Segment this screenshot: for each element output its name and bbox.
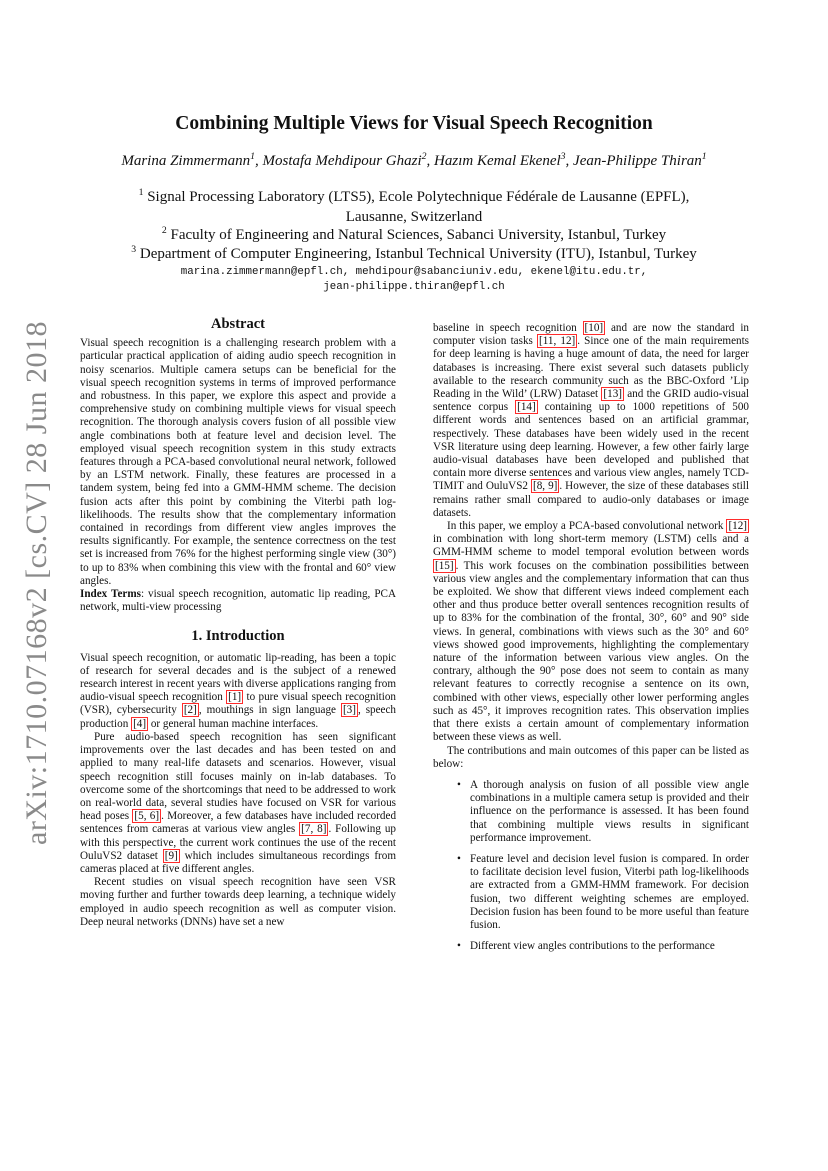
citation-link[interactable]: [10] [584, 322, 604, 334]
intro-paragraph-1: Visual speech recognition, or automatic lip-reading, has been a topic of research for several decades and is the subject of a renewed research interest in recent years with diverse applications ranging from audio-visual speech recognition [1] to pure visual speech recognition (VSR), cybersecurity [2] , mouthings in sign language [3] , speech production [4] or general human machine interfaces. [80, 651, 396, 730]
list-item: • Different view angles contributions to the performance [433, 940, 749, 953]
affiliation-2: $^2$ Faculty of Engineering and Natural Sciences, Sabanci University, Istanbul, Turkey [161, 225, 667, 243]
list-item: • Feature level and decision level fusion is compared. In order to facilitate decision level fusion, Viterbi path log-likelihoods are extracted from a GMM-HMM framework. For decision fusion, two different weighting schemes are employed. Decision fusion has been found to be more useful than feature fusion. [433, 853, 749, 932]
affiliation-3: $^3$ Department of Computer Engineering, Istanbul Technical University (ITU), Istanbul, Turkey [131, 244, 697, 262]
intro-paragraph-4: In this paper, we employ a PCA-based convolutional network [12] in combination with long short-term memory (LSTM) cells and a GMM-HMM scheme to model temporal evolution between words [15] . This work focuses on the combination possibilities between various view angles and the complementary information that can thus be exploited. We show that different views indeed complement each other and thus produce better overall sentences recognition results of up to 83% for the combination of the frontal, 30°, 60° and 90° side views. In general, combinations with views such as the 30° and 60° views showed good improvements, highlighting the complementary nature of the information between various view angles. On the contrary, although the 90° pose does not seem to contain as many relevant features to correctly recognise a sentence on its own, combined with other views, especially other lower performing angles such as 45°, it improves recognition rates. This observation implies that there exists a certain amount of complementary information between these views as well. [433, 520, 749, 744]
intro-paragraph-2: Pure audio-based speech recognition has seen significant improvements over the last decades and has been tested on and applied to many real-life datasets and scenarios. However, visual speech recognition still focuses mainly on in-lab databases. To overcome some of the shortcomings that need to be addressed to work on real-world data, several studies have focused on VSR for various head poses [5, 6] . Moreover, a few databases have included recorded sentences from cameras at various view angles [7, 8] . Following up with this perspective, the current work continues the use of the recent OuluVS2 dataset [9] which includes simultaneous recordings from cameras placed at five different angles. [80, 730, 397, 875]
left-column [80, 318, 396, 929]
citation-link[interactable]: [4] [133, 717, 147, 730]
citation-link[interactable]: [7, 8] [301, 823, 327, 836]
author-name: Hazım Kemal Ekenel [434, 153, 561, 169]
author-name: Mostafa Mehdipour Ghazi [262, 153, 422, 169]
citation-link[interactable]: [15] [435, 559, 454, 572]
list-item: • A thorough analysis on fusion of all possible view angle combinations in a multiple camera setup is provided and their influence on the performance is assessed. It has been found that combining multiple views results in significant performance improvement. [433, 779, 749, 845]
introduction-heading: 1. Introduction [191, 628, 285, 645]
citation-link[interactable]: [11, 12] [539, 335, 576, 348]
author-emails: marina.zimmermann@epfl.ch, mehdipour@sabanciuniv.edu, ekenel@itu.edu.tr, jean-philippe.thiran@epfl.ch [180, 266, 648, 293]
paper-page: arXiv:1710.07168v2 [cs.CV] 28 Jun 2018 Combining Multiple Views for Visual Speech Recognition Marina Zimmermann$^1$, Mostafa Mehdipour Ghazi$^2$, Hazım Kemal Ekenel$^3$, Jean-Philippe Thiran$^1$ $^1$ Signal Processing Laboratory (LTS5), Ecole Polytechnique Fédérale de Lausanne (EPFL), Lausanne, Switzerland $^2$ Faculty of Engineering and Natural Sciences, Sabanci University, Istanbul, Turkey $^3$ Department of Computer Engineering, Istanbul Technical University (ITU), Istanbul, Turkey marina.zimmermann@epfl.ch, mehdipour@sabanciuniv.edu, ekenel@itu.edu.tr, jean-philippe.thiran@epfl.ch Abstract Visual speech recognition is a challenging research problem with a particular practical application of aiding audio speech recognition in noisy scenarios. Multiple camera setups can be beneficial for the visual speech recognition systems in terms of improved performance and robustness. In this paper, we explore this aspect and provide a comprehensive study on combining multiple views for visual speech recognition. The thorough analysis covers fusion of all possible view angle combinations both at feature level and decision level. The employed visual speech recognition system in this study extracts features through a PCA-based convolutional neural network, followed by an LSTM network. Finally, these features are processed in a tandem system, being fed into a GMM-HMM scheme. The decision fusion acts after this point by combining the Viterbi path log-likelihoods. The results show that the complementary information contained in recordings from different view angles improves the results significantly. For example, the sentence correctness on the test set is increased from 76% for the highest performing single view (30°) to up to 83% when combining this view with the frontal and 60° view angles. Index Terms: visual speech recognition, automatic lip reading, PCA network, multi-view processing 1. Introduction Visual speech recognition, or automatic lip-reading, has been a topic of research for several decades and is the subject of a renewed research interest in recent years with diverse applications ranging from audio-visual speech recognition [1] to pure visual speech recognition (VSR), cybersecurity [2] , mouthings in sign language [3] , speech production [4] or general human machine interfaces. Pure audio-based speech recognition has seen significant improvements over the last decades and has been tested on and applied to many real-life datasets and scenarios. However, visual speech recognition still focuses mainly on in-lab databases. To overcome some of the shortcomings that need to be addressed to work on real-world data, several studies have focused on VSR for various head poses [5, 6] . Moreover, a few databases have included recorded sentences from cameras at various view angles [7, 8] . Following up with this perspective, the current work continues the use of the recent OuluVS2 dataset [9] which includes simultaneous recordings from cameras placed at five different angles. Recent studies on visual speech recognition have seen VSR moving further and further towards deep learning, a technique widely employed in audio speech recognition as well as computer vision. Deep neural networks (DNNs) have set a new baseline in speech recognition [10] and are now the standard in computer vision tasks [11, 12] . Since one of the main requirements for deep learning is having a huge amount of data, the need for larger databases is increasing. There exist several such datasets publicly available to the research community such as the BBC-Oxford ’Lip Reading in the Wild’ (LRW) Dataset [13] and the GRID audio-visual sentence corpus [14] containing up to 1000 repetitions of 500 different words and sentences based on an artificial grammar, respectively. These databases have been widely used in the recent VSR literature using deep learning. However, a few other fairly large audio-visual databases have been developed and published that contain more diverse sentences and various view angles, namely TCD-TIMIT and OuluVS2 [8, 9] . However, the size of these databases still remains rather small compared to audio-only databases or image datasets. In this paper, we employ a PCA-based convolutional network [12] in combination with long short-term memory (LSTM) cells and a GMM-HMM scheme to model temporal evolution between words [15] . This work focuses on the combination possibilities between various view angles and the complementary information that can thus be exploited. We show that different views indeed complement each other and thus produce better overall sentences recognition results of up to 83% for the combination of the frontal, 30°, 60° and 90° side views. In general, combinations with views such as the 30° and 60° views showed good improvements, highlighting the complementary nature of the information between various view angles. On the contrary, although the 90° pose does not seem to contain as many relevant features to correctly recognise a sentence on its own, combined with other views, especially other lower performing angles such as 45°, it improves recognition rates. This observation implies that there exists a certain amount of complementary information between these views as well. The contributions and main outcomes of this paper can be listed as below: • A thorough analysis on fusion of all possible view angle combinations in a multiple camera setup is provided and their influence on the performance is assessed. It has been found that combining multiple views results in significant performance improvement. • Feature level and decision level fusion is compared. In order to facilitate decision level fusion, Viterbi path log-likelihoods are extracted from a GMM-HMM framework. For decision fusion, two different weighting schemes are employed. Decision fusion has been found to be more useful than feature fusion. • Different view angles contributions to the performance [0, 0, 828, 1171]
intro-paragraph-3: Recent studies on visual speech recognition have seen VSR moving further and further towards deep learning, a technique widely employed in audio speech recognition as well as computer vision. Deep neural networks (DNNs) have set a new [80, 876, 396, 928]
author-sup: 1 [250, 151, 255, 162]
citation-link[interactable]: [14] [517, 401, 536, 414]
citation-link[interactable]: [2] [183, 704, 197, 717]
index-terms: Index Terms: visual speech recognition, automatic lip reading, PCA network, multi-view processing [80, 588, 396, 614]
author-sup: 3 [560, 151, 566, 162]
citation-link[interactable]: [9] [164, 849, 178, 862]
citation-link[interactable]: [12] [728, 520, 747, 533]
author-sup: 2 [421, 151, 427, 162]
affiliation-1: $^1$ Signal Processing Laboratory (LTS5), Ecole Polytechnique Fédérale de Lausanne (EPFL), Lausanne, Switzerland [138, 187, 690, 225]
intro-paragraph-3-cont: baseline in speech recognition [10] and are now the standard in computer vision tasks [11, 12] . Since one of the main requirements for deep learning is having a huge amount of data, the need for larger databases is increasing. There exist several such datasets publicly available to the research community such as the BBC-Oxford ’Lip Reading in the Wild’ (LRW) Dataset [13] and the GRID audio-visual sentence corpus [14] containing up to 1000 repetitions of 500 different words and sentences based on an artificial grammar, respectively. These databases have been widely used in the recent VSR literature using deep learning. However, a few other fairly large audio-visual databases have been developed and published that contain more diverse sentences and various view angles, namely TCD-TIMIT and OuluVS2 [8, 9] . However, the size of these databases still remains rather small compared to audio-only databases or image datasets. [433, 322, 750, 519]
intro-paragraph-5: The contributions and main outcomes of this paper can be listed as below: [433, 744, 749, 770]
author-name: Jean-Philippe Thiran [573, 153, 702, 169]
contributions-list [433, 779, 749, 953]
author-name: Marina Zimmermann [121, 153, 251, 169]
abstract-heading: Abstract [211, 316, 265, 332]
paper-title: Combining Multiple Views for Visual Speech Recognition [175, 113, 653, 134]
right-column [433, 322, 749, 961]
author-sup: 1 [701, 151, 707, 162]
citation-link[interactable]: [3] [342, 704, 356, 717]
abstract-text: Visual speech recognition is a challenging research problem with a particular practical application of aiding audio speech recognition in noisy scenarios. Multiple camera setups can be beneficial for the visual speech recognition systems in terms of improved performance and robustness. In this paper, we explore this aspect and provide a comprehensive study on combining multiple views for visual speech recognition. The thorough analysis covers fusion of all possible view angle combinations both at feature level and decision level. The employed visual speech recognition system in this study extracts features through a PCA-based convolutional neural network, followed by an LSTM network. Finally, these features are processed in a tandem system, being fed into a GMM-HMM scheme. The decision fusion acts after this point by combining the Viterbi path log-likelihoods. The results show that the complementary information contained in recordings from different view angles improves the results significantly. For example, the sentence correctness on the test set is increased from 76% for the highest performing single view (30°) to up to 83% when combining this view with the frontal and 60° view angles. [80, 337, 396, 587]
citation-link[interactable]: [1] [228, 691, 242, 704]
citation-link[interactable]: [8, 9] [532, 480, 558, 493]
author-list: Marina Zimmermann$^1$, Mostafa Mehdipour Ghazi$^2$, Hazım Kemal Ekenel$^3$, Jean-Philippe Thiran$^1$ [121, 151, 707, 169]
citation-link[interactable]: [13] [603, 388, 622, 401]
citation-link[interactable]: [5, 6] [134, 810, 160, 823]
